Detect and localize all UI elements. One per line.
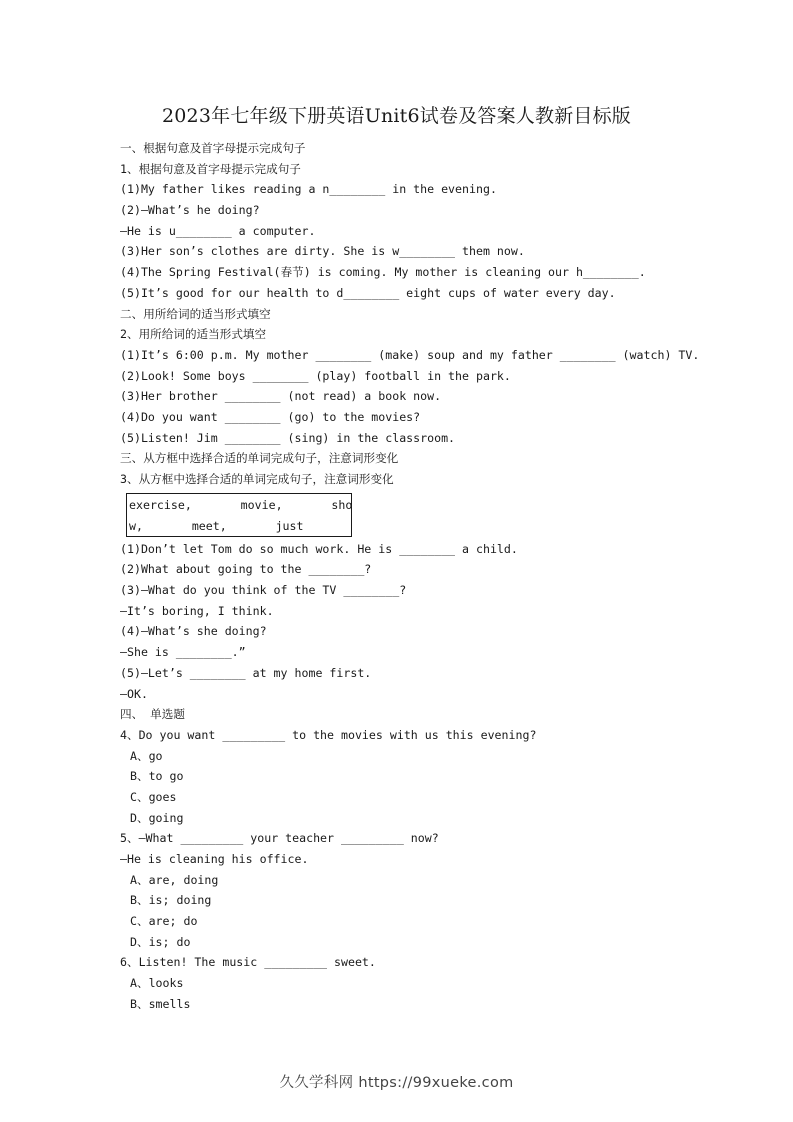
question-line: (5)Listen! Jim ________ (sing) in the classroom. bbox=[120, 430, 456, 445]
section-heading-2: 二、用所给词的适当形式填空 bbox=[120, 306, 271, 321]
question-line: —He is u________ a computer. bbox=[120, 223, 316, 238]
word-box bbox=[126, 493, 352, 537]
question-line: (5)It’s good for our health to d________ eight cups of water every day. bbox=[120, 285, 616, 300]
question-line: —OK. bbox=[120, 686, 148, 701]
question-heading-1: 1、根据句意及首字母提示完成句子 bbox=[120, 161, 301, 176]
answer-option: C、goes bbox=[130, 789, 177, 804]
section-heading-4: 四、 单选题 bbox=[120, 707, 185, 722]
question-line: (3)Her brother ________ (not read) a book now. bbox=[120, 389, 442, 404]
question-line: 6、Listen! The music _________ sweet. bbox=[120, 955, 376, 970]
document-body bbox=[120, 138, 700, 1015]
answer-option: D、is; do bbox=[130, 934, 191, 949]
question-line: —He is cleaning his office. bbox=[120, 852, 309, 866]
answer-option: A、go bbox=[130, 748, 163, 763]
answer-option: C、are; do bbox=[130, 914, 198, 929]
answer-option: D、going bbox=[130, 810, 184, 825]
word-box-row-2: w, meet, just bbox=[129, 518, 304, 533]
question-line: (4)—What’s she doing? bbox=[120, 624, 267, 639]
question-line: 5、—What _________ your teacher _________ now? bbox=[120, 831, 439, 846]
question-line: (3)Her son’s clothes are dirty. She is w________ them now. bbox=[120, 244, 525, 259]
question-line: (1)Don’t let Tom do so much work. He is ________ a child. bbox=[120, 541, 518, 556]
footer-watermark: 久久学科网 https://99xueke.com bbox=[279, 1075, 514, 1091]
answer-option: A、are, doing bbox=[130, 872, 219, 887]
question-line: (3)—What do you think of the TV ________? bbox=[120, 583, 407, 598]
word-box-row-1: exercise, movie, sho bbox=[129, 497, 353, 512]
section-heading-1: 一、根据句意及首字母提示完成句子 bbox=[120, 141, 306, 155]
question-heading-3: 3、从方框中选择合适的单词完成句子，注意词形变化 bbox=[120, 472, 394, 486]
question-line: (2)—What’s he doing? bbox=[120, 203, 260, 218]
question-line: (2)Look! Some boys ________ (play) football in the park. bbox=[120, 368, 511, 383]
question-line: —She is ________.” bbox=[120, 645, 246, 660]
question-line: (2)What about going to the ________? bbox=[120, 562, 372, 577]
question-line: (5)—Let’s ________ at my home first. bbox=[120, 665, 372, 680]
answer-option: B、to go bbox=[130, 769, 184, 784]
question-line: 4、Do you want _________ to the movies with us this evening? bbox=[120, 727, 537, 742]
document-title: 2023年七年级下册英语Unit6试卷及答案人教新目标版 bbox=[161, 105, 631, 127]
question-line: (1)My father likes reading a n________ in the evening. bbox=[120, 182, 497, 197]
question-heading-2: 2、用所给词的适当形式填空 bbox=[120, 327, 267, 342]
question-line: (4)The Spring Festival(春节) is coming. My mother is cleaning our h________. bbox=[120, 265, 646, 280]
answer-option: A、looks bbox=[130, 976, 184, 991]
section-heading-3: 三、从方框中选择合适的单词完成句子，注意词形变化 bbox=[120, 451, 399, 466]
answer-option: B、smells bbox=[130, 996, 191, 1011]
question-line: —It’s boring, I think. bbox=[120, 603, 274, 618]
answer-option: B、is; doing bbox=[130, 893, 212, 908]
question-line: (1)It’s 6:00 p.m. My mother ________ (make) soup and my father ________ (watch) TV. bbox=[120, 347, 700, 362]
question-line: (4)Do you want ________ (go) to the movies? bbox=[120, 409, 421, 424]
